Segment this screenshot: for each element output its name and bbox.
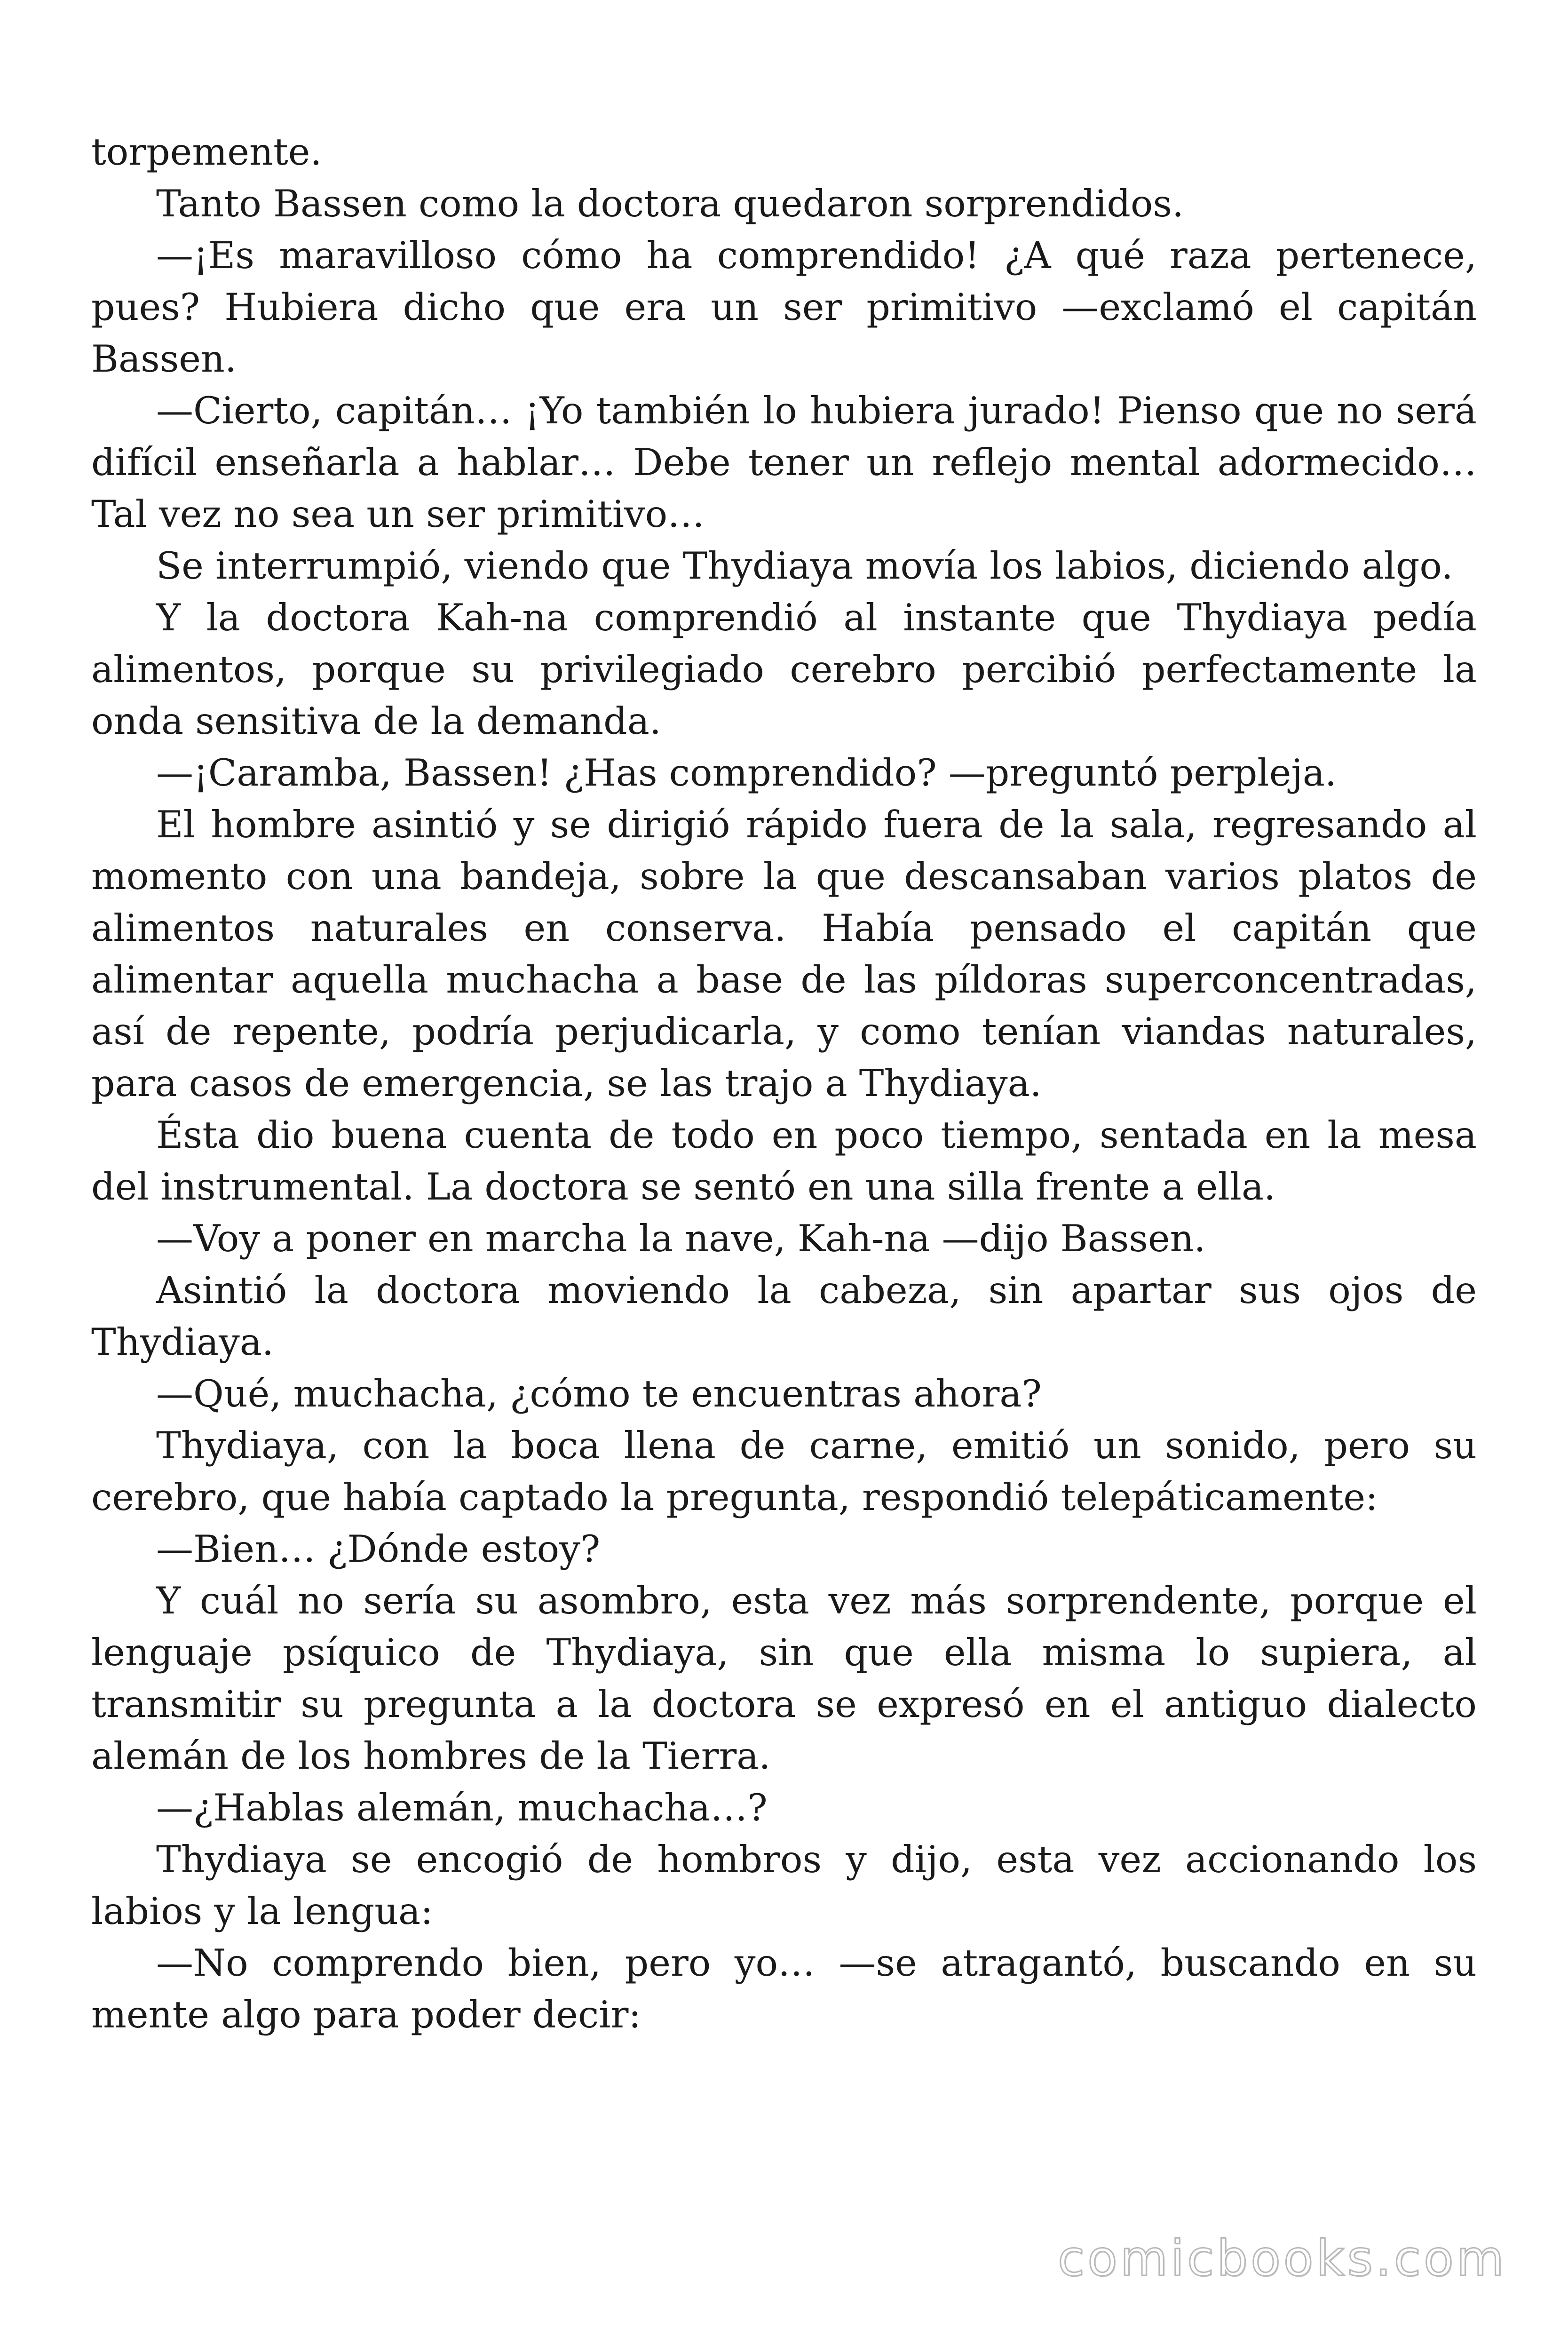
paragraph: —¡Es maravilloso cómo ha comprendido! ¿A qué raza pertenece, pues? Hubiera dicho que era un ser primitivo —exclamó el capitán Bassen. — [91, 234, 1477, 381]
paragraph: torpemente. — [91, 130, 322, 174]
paragraph: —¡Caramba, Bassen! ¿Has comprendido? —preguntó perpleja. — [156, 751, 1337, 795]
watermark: comicbooks.com — [1057, 2230, 1507, 2287]
paragraph: —Cierto, capitán… ¡Yo también lo hubiera jurado! Pienso que no será difícil enseñarla a hablar… Debe tener un reflejo mental adormecido… Tal vez no sea un ser primitivo… — [91, 389, 1477, 536]
paragraph: Ésta dio buena cuenta de todo en poco tiempo, sentada en la mesa del instrumental. La doctora se sentó en una silla frente a ella. — [91, 1113, 1477, 1208]
paragraph: Y la doctora Kah-na comprendió al instante que Thydiaya pedía alimentos, porque su privilegiado cerebro percibió perfectamente la onda sensitiva de la demanda. — [91, 596, 1477, 743]
paragraph: —Qué, muchacha, ¿cómo te encuentras ahora? — [156, 1372, 1042, 1415]
book-page-text — [91, 126, 1477, 2041]
paragraph: —No comprendo bien, pero yo… —se atragantó, buscando en su mente algo para poder decir: — [91, 1941, 1477, 2036]
paragraph: Tanto Bassen como la doctora quedaron sorprendidos. — [156, 182, 1184, 225]
paragraph: Asintió la doctora moviendo la cabeza, sin apartar sus ojos de Thydiaya. — [91, 1269, 1477, 1364]
paragraph: Se interrumpió, viendo que Thydiaya movía los labios, diciendo algo. — [156, 544, 1453, 588]
paragraph: Y cuál no sería su asombro, esta vez más sorprendente, porque el lenguaje psíquico de Thydiaya, sin que ella misma lo supiera, al transmitir su pregunta a la doctora se expresó en el antiguo dialecto alemán de los hombres de la Tierra. — [91, 1579, 1477, 1778]
paragraph: —¿Hablas alemán, muchacha…? — [156, 1786, 768, 1829]
paragraph: El hombre asintió y se dirigió rápido fuera de la sala, regresando al momento con una bandeja, sobre la que descansaban varios platos de alimentos naturales en conserva. Había pensado el capitán que alimentar aquella muchacha a base de las píldoras superconcentradas, así de repente, podría perjudicarla, y como tenían viandas naturales, para casos de emergencia, se las trajo a Thydiaya. — [91, 803, 1477, 1105]
paragraph: Thydiaya se encogió de hombros y dijo, esta vez accionando los labios y la lengua: — [91, 1838, 1477, 1933]
paragraph: —Bien… ¿Dónde estoy? — [156, 1527, 601, 1571]
paragraph: —Voy a poner en marcha la nave, Kah-na —dijo Bassen. — [156, 1217, 1206, 1260]
paragraph: Thydiaya, con la boca llena de carne, emitió un sonido, pero su cerebro, que había captado la pregunta, respondió telepáticamente: — [91, 1424, 1477, 1519]
